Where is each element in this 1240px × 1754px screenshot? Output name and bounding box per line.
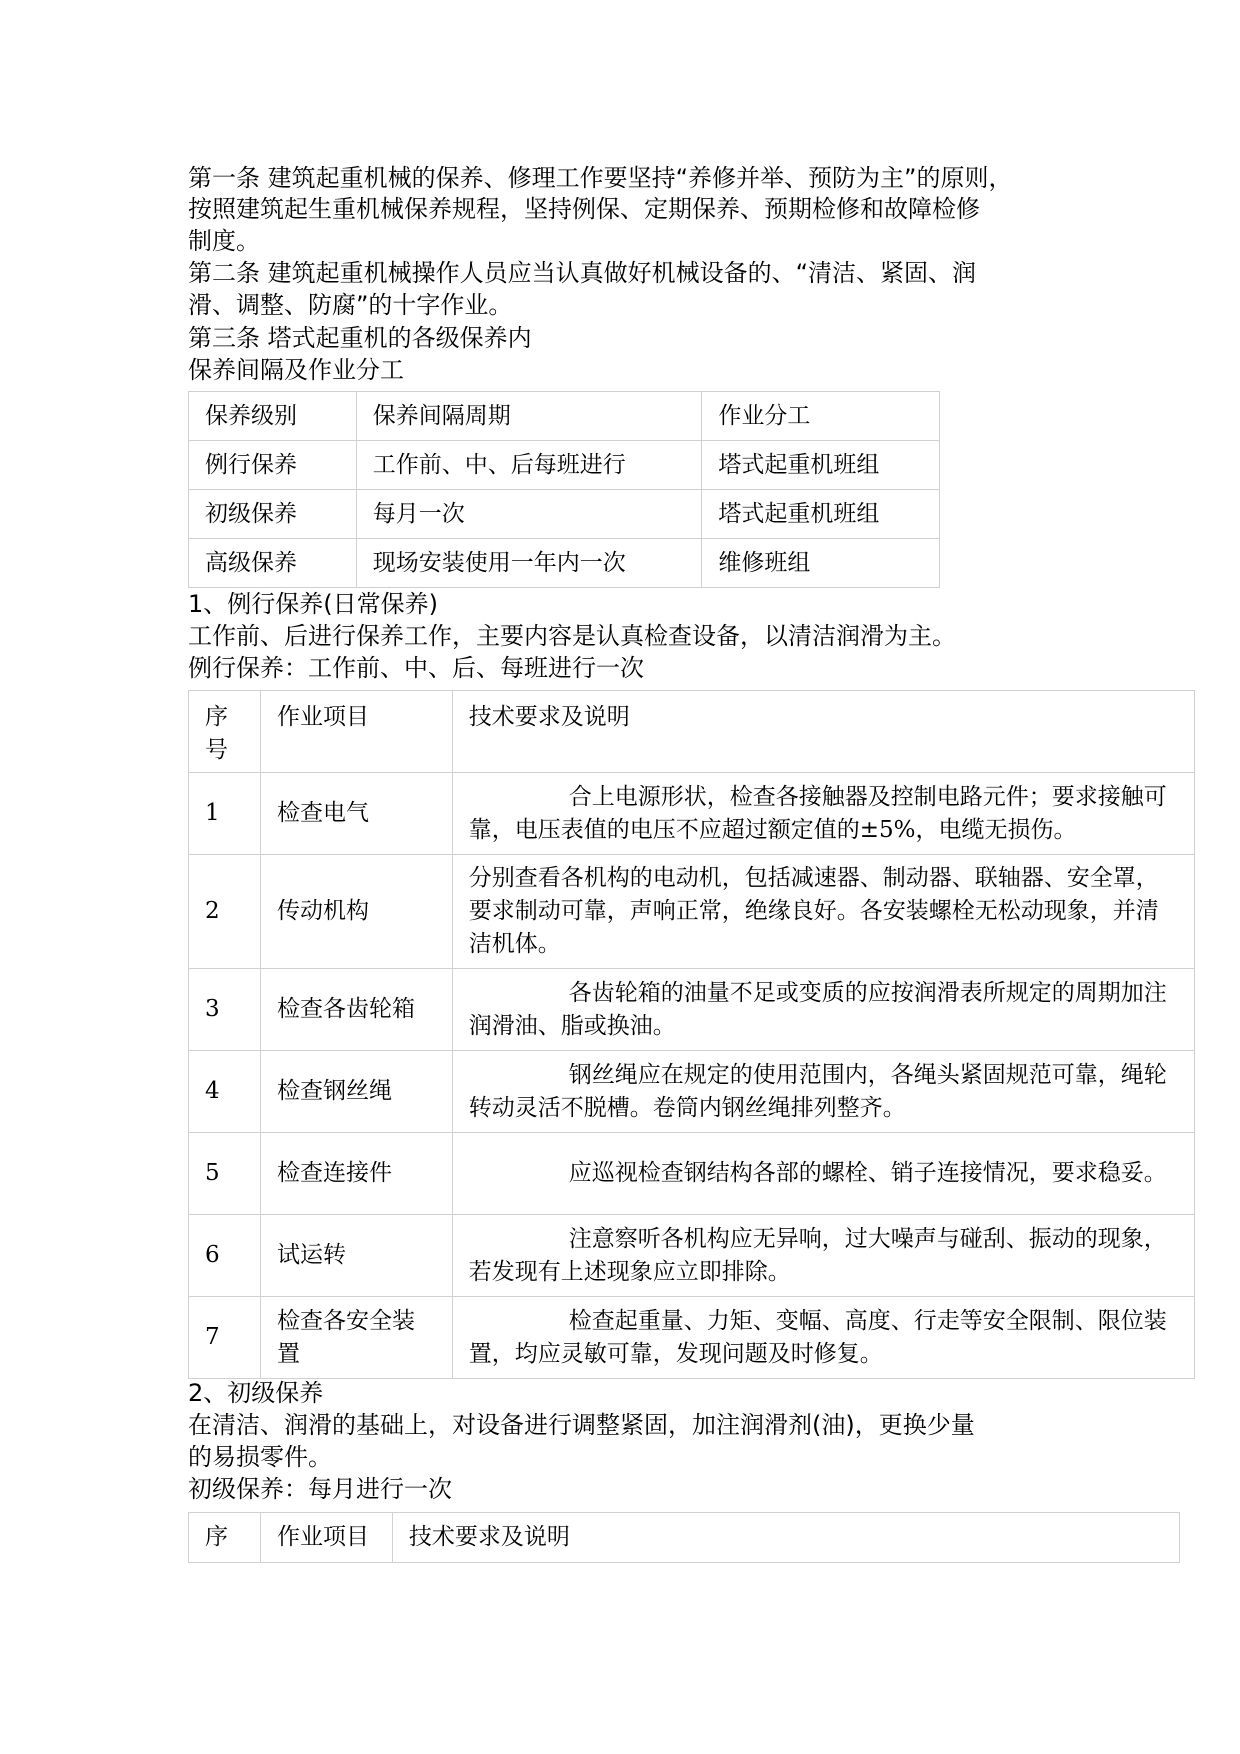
table-cell: 4	[189, 1051, 261, 1133]
table-row	[189, 1215, 1195, 1297]
section-1-title: 1、例行保养(日常保养)	[188, 590, 438, 618]
header-cell: 作业项目	[260, 1513, 392, 1563]
header-cell-index: 序	[189, 1513, 261, 1563]
table-header-row	[189, 1513, 1180, 1563]
table-row	[189, 539, 940, 588]
table-cell: 1	[189, 773, 261, 855]
article-1-line-2: 按照建筑起生重机械保养规程，坚持例保、定期保养、预期检修和故障检修	[188, 195, 980, 223]
table-cell: 检查各安全装置	[260, 1297, 452, 1379]
section-1-description: 工作前、后进行保养工作，主要内容是认真检查设备，以清洁润滑为主。	[188, 622, 956, 650]
table-row	[189, 1051, 1195, 1133]
article-2-line-1: 第二条 建筑起重机械操作人员应当认真做好机械设备的、“清洁、紧固、润	[188, 259, 977, 287]
table-row	[189, 1297, 1195, 1379]
article-1-line-3: 制度。	[188, 227, 260, 255]
header-cell: 保养级别	[189, 392, 357, 441]
section-2-description-line-2: 的易损零件。	[188, 1443, 332, 1471]
table-cell: 钢丝绳应在规定的使用范围内，各绳头紧固规范可靠，绳轮转动灵活不脱槽。卷筒内钢丝绳排列整齐。	[452, 1051, 1194, 1133]
table-row	[189, 969, 1195, 1051]
table-row	[189, 855, 1195, 969]
section-1-caption: 例行保养：工作前、中、后、每班进行一次	[188, 654, 644, 682]
table-cell: 高级保养	[189, 539, 357, 588]
header-cell-index: 序 号	[189, 691, 261, 773]
table-cell: 初级保养	[189, 490, 357, 539]
article-2-line-2: 滑、调整、防腐”的十字作业。	[188, 291, 513, 319]
table-cell: 2	[189, 855, 261, 969]
table-cell: 工作前、中、后每班进行	[356, 441, 702, 490]
table-cell: 检查电气	[260, 773, 452, 855]
table-cell: 6	[189, 1215, 261, 1297]
table-cell: 分别查看各机构的电动机，包括减速器、制动器、联轴器、安全罩，要求制动可靠，声响正常，绝缘良好。各安装螺栓无松动现象，并清洁机体。	[452, 855, 1194, 969]
header-cell: 技术要求及说明	[392, 1513, 1179, 1563]
table-row	[189, 773, 1195, 855]
table-cell: 检查各齿轮箱	[260, 969, 452, 1051]
header-cell: 保养间隔周期	[356, 392, 702, 441]
table-cell: 维修班组	[702, 539, 940, 588]
routine-maintenance-table	[188, 690, 1195, 1379]
article-3: 第三条 塔式起重机的各级保养内	[188, 324, 532, 352]
primary-maintenance-table	[188, 1512, 1180, 1563]
table-cell: 各齿轮箱的油量不足或变质的应按润滑表所规定的周期加注润滑油、脂或换油。	[452, 969, 1194, 1051]
table-cell: 每月一次	[356, 490, 702, 539]
header-cell: 作业分工	[702, 392, 940, 441]
table-cell: 7	[189, 1297, 261, 1379]
table-cell: 传动机构	[260, 855, 452, 969]
table-cell: 现场安装使用一年内一次	[356, 539, 702, 588]
table-cell: 应巡视检查钢结构各部的螺栓、销子连接情况，要求稳妥。	[452, 1133, 1194, 1215]
section-2-title: 2、初级保养	[188, 1379, 324, 1407]
table-header-row	[189, 392, 940, 441]
table-cell: 注意察听各机构应无异响，过大噪声与碰刮、振动的现象，若发现有上述现象应立即排除。	[452, 1215, 1194, 1297]
table-cell: 检查起重量、力矩、变幅、高度、行走等安全限制、限位装置，均应灵敏可靠，发现问题及时修复。	[452, 1297, 1194, 1379]
section-2-caption: 初级保养：每月进行一次	[188, 1475, 452, 1503]
table-cell: 5	[189, 1133, 261, 1215]
table-row	[189, 490, 940, 539]
table-cell: 塔式起重机班组	[702, 441, 940, 490]
maintenance-interval-table	[188, 391, 940, 588]
header-cell: 作业项目	[260, 691, 452, 773]
table-cell: 检查连接件	[260, 1133, 452, 1215]
table-cell: 合上电源形状，检查各接触器及控制电路元件；要求接触可靠，电压表值的电压不应超过额定值的±5%，电缆无损伤。	[452, 773, 1194, 855]
table1-caption: 保养间隔及作业分工	[188, 356, 404, 384]
table-cell: 塔式起重机班组	[702, 490, 940, 539]
table-row	[189, 441, 940, 490]
table-cell: 例行保养	[189, 441, 357, 490]
header-cell: 技术要求及说明	[452, 691, 1194, 773]
article-1-line-1: 第一条 建筑起重机械的保养、修理工作要坚持“养修并举、预防为主”的原则，	[188, 164, 1013, 192]
table-header-row	[189, 691, 1195, 773]
table-cell: 3	[189, 969, 261, 1051]
table-cell: 检查钢丝绳	[260, 1051, 452, 1133]
table-row	[189, 1133, 1195, 1215]
table-cell: 试运转	[260, 1215, 452, 1297]
section-2-description-line-1: 在清洁、润滑的基础上，对设备进行调整紧固，加注润滑剂(油)，更换少量	[188, 1411, 975, 1439]
